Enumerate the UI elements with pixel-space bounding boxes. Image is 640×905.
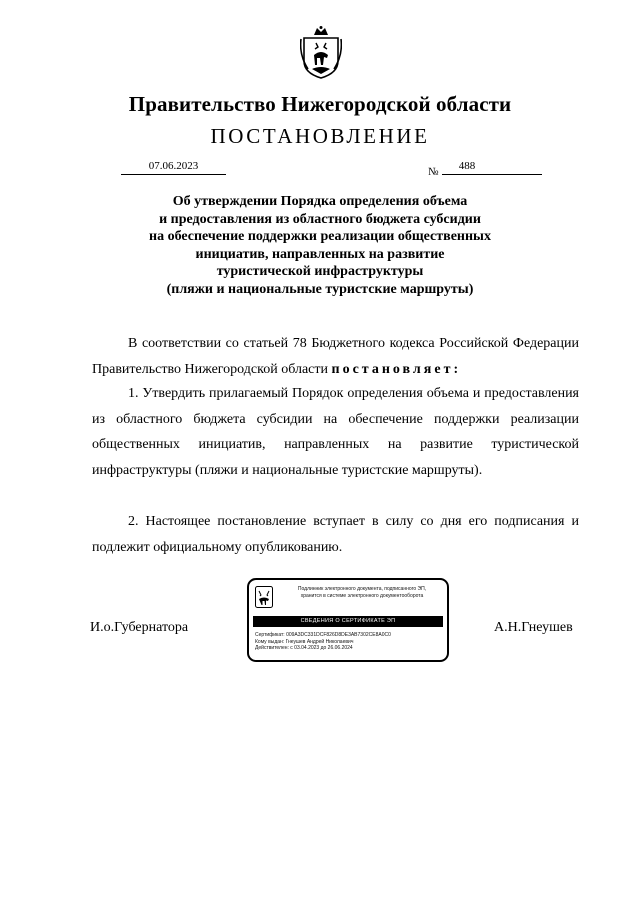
document-title	[100, 193, 540, 298]
document-number: 488	[442, 160, 542, 175]
title-line: (пляжи и национальные туристские маршруты)	[166, 281, 474, 297]
title-line: на обеспечение поддержки реализации общественных	[149, 229, 491, 244]
resolves-word: постановляет:	[331, 361, 462, 377]
organization-title: Правительство Нижегородской области	[128, 92, 512, 116]
preamble-text: В соответствии со статьей 78 Бюджетного кодекса Российской Федерации Правительство Нижегородской области	[92, 336, 579, 377]
title-line: туристической инфраструктуры	[216, 264, 424, 279]
issued-to-line: Кому выдан: Гнеушев Андрей Николаевич	[255, 638, 354, 645]
e-signature-stamp	[247, 578, 449, 662]
stamp-header-line: хранится в системе электронного документооборота	[300, 593, 424, 599]
clause-1-paragraph: 1. Утвердить прилагаемый Порядок определения объема и предоставления из областного бюджета субсидии на обеспечение поддержки реализации общественных инициатив, направленных на развитие туристической инфраструктуры (пляжи и национальные туристские маршруты).	[92, 386, 579, 478]
title-line: Об утверждении Порядка определения объема	[172, 194, 468, 209]
document-type: ПОСТАНОВЛЕНИЕ	[210, 124, 430, 148]
document-date: 07.06.2023	[121, 160, 226, 175]
preamble-paragraph	[92, 331, 579, 382]
stamp-header-line: Подлинник электронного документа, подписанного ЭП,	[297, 586, 427, 592]
validity-line: Действителен: с 03.04.2023 до 26.06.2024	[255, 645, 353, 651]
stamp-header	[277, 586, 447, 600]
certificate-line: Сертификат: 009A3DC331DCF826D8DE3AB7302CE8A0C0	[255, 632, 391, 638]
stamp-title-bar: СВЕДЕНИЯ О СЕРТИФИКАТЕ ЭП	[253, 616, 443, 627]
coat-of-arms-icon	[300, 25, 342, 79]
title-line: инициатив, направленных на развитие	[195, 246, 445, 262]
signer-position: И.о.Губернатора	[90, 620, 189, 635]
stamp-details	[255, 632, 445, 652]
title-line: и предоставления из областного бюджета субсидии	[159, 211, 481, 227]
number-label: №	[428, 166, 439, 178]
clause-2-paragraph: 2. Настоящее постановление вступает в силу со дня его подписания и подлежит официальному опубликованию.	[92, 514, 579, 555]
deer-logo-icon	[255, 586, 273, 608]
signer-name: А.Н.Гнеушев	[494, 620, 573, 635]
